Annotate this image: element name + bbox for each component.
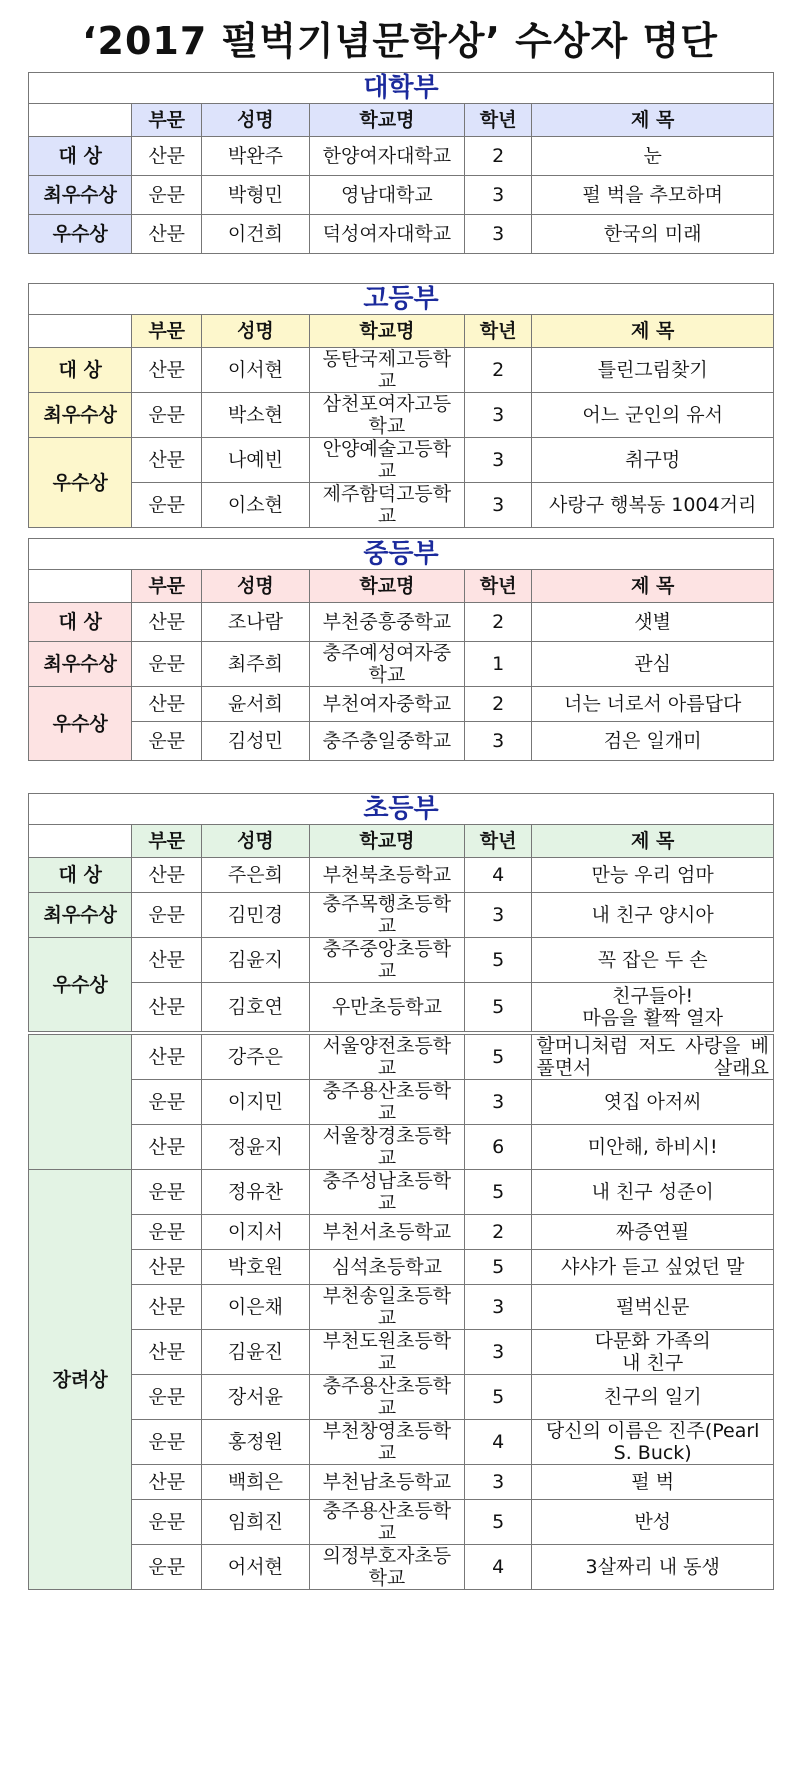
section-title: 중등부: [29, 539, 774, 570]
award-label: 대 상: [29, 858, 132, 893]
cell-school: 충주예성여자중학교: [309, 642, 464, 687]
table-row: [29, 393, 774, 438]
cell-grade: 3: [464, 1080, 531, 1125]
cell-division: 산문: [132, 687, 202, 722]
section-table: [28, 72, 774, 254]
cell-grade: 1: [464, 642, 531, 687]
table-row: [29, 858, 774, 893]
cell-title: 미안해, 하비시!: [532, 1125, 774, 1170]
header-division: 부문: [132, 570, 202, 603]
cell-title: 내 친구 성준이: [532, 1170, 774, 1215]
cell-division: 산문: [132, 983, 202, 1032]
table-row: [29, 348, 774, 393]
header-school: 학교명: [309, 825, 464, 858]
award-label: 우수상: [29, 687, 132, 761]
table-row: [29, 1035, 774, 1080]
table-row: [29, 1545, 774, 1590]
cell-division: 산문: [132, 1035, 202, 1080]
header-title: 제 목: [532, 104, 774, 137]
cell-division: 산문: [132, 1465, 202, 1500]
table-row: [29, 1500, 774, 1545]
table-row: [29, 1465, 774, 1500]
cell-school: 제주함덕고등학교: [309, 483, 464, 528]
cell-school: 서울양전초등학교: [309, 1035, 464, 1080]
section-title-row: [29, 284, 774, 315]
cell-name: 임희진: [202, 1500, 310, 1545]
cell-title: 너는 너로서 아름답다: [532, 687, 774, 722]
cell-name: 최주희: [202, 642, 310, 687]
cell-school: 충주용산초등학교: [309, 1500, 464, 1545]
cell-grade: 2: [464, 137, 531, 176]
cell-division: 산문: [132, 438, 202, 483]
award-label: 최우수상: [29, 893, 132, 938]
cell-school: 삼천포여자고등학교: [309, 393, 464, 438]
cell-name: 어서현: [202, 1545, 310, 1590]
cell-name: 장서윤: [202, 1375, 310, 1420]
header-division: 부문: [132, 315, 202, 348]
cell-division: 운문: [132, 483, 202, 528]
cell-division: 운문: [132, 1545, 202, 1590]
cell-grade: 5: [464, 1170, 531, 1215]
header-name: 성명: [202, 104, 310, 137]
header-school: 학교명: [309, 570, 464, 603]
table-row: [29, 1420, 774, 1465]
cell-division: 산문: [132, 603, 202, 642]
cell-grade: 5: [464, 1035, 531, 1080]
cell-grade: 3: [464, 393, 531, 438]
cell-name: 주은희: [202, 858, 310, 893]
cell-name: 박호원: [202, 1250, 310, 1285]
header-division: 부문: [132, 104, 202, 137]
cell-title: 펄벅신문: [532, 1285, 774, 1330]
award-label: 우수상: [29, 938, 132, 1032]
cell-grade: 3: [464, 1465, 531, 1500]
section-title: 고등부: [29, 284, 774, 315]
cell-grade: 3: [464, 722, 531, 761]
table-row: [29, 642, 774, 687]
cell-title: 다문화 가족의 내 친구: [532, 1330, 774, 1375]
cell-title: 한국의 미래: [532, 215, 774, 254]
header-school: 학교명: [309, 315, 464, 348]
cell-name: 나예빈: [202, 438, 310, 483]
cell-grade: 3: [464, 893, 531, 938]
cell-grade: 3: [464, 1285, 531, 1330]
cell-grade: 5: [464, 1375, 531, 1420]
cell-division: 운문: [132, 642, 202, 687]
header-grade: 학년: [464, 104, 531, 137]
table-row: [29, 893, 774, 938]
header-grade: 학년: [464, 825, 531, 858]
table-row: [29, 1170, 774, 1215]
cell-grade: 2: [464, 687, 531, 722]
cell-name: 박소현: [202, 393, 310, 438]
cell-school: 부천중흥중학교: [309, 603, 464, 642]
cell-name: 강주은: [202, 1035, 310, 1080]
header-grade: 학년: [464, 570, 531, 603]
cell-title: 펄 벅을 추모하며: [532, 176, 774, 215]
cell-title: 당신의 이름은 진주(Pearl S. Buck): [532, 1420, 774, 1465]
cell-grade: 4: [464, 1545, 531, 1590]
table-row: [29, 1215, 774, 1250]
table-row: [29, 1375, 774, 1420]
cell-title: 눈: [532, 137, 774, 176]
cell-grade: 3: [464, 215, 531, 254]
encouragement-table: [28, 1034, 774, 1590]
header-row: [29, 315, 774, 348]
cell-title: 친구들아! 마음을 활짝 열자: [532, 983, 774, 1032]
cell-name: 백희은: [202, 1465, 310, 1500]
cell-name: 김윤진: [202, 1330, 310, 1375]
cell-division: 산문: [132, 1125, 202, 1170]
cell-division: 산문: [132, 137, 202, 176]
section-table: [28, 538, 774, 761]
header-row: [29, 104, 774, 137]
award-label: 대 상: [29, 137, 132, 176]
cell-title: 펄 벅: [532, 1465, 774, 1500]
cell-title: 짜증연필: [532, 1215, 774, 1250]
cell-name: 정윤지: [202, 1125, 310, 1170]
cell-school: 동탄국제고등학교: [309, 348, 464, 393]
cell-title: 3살짜리 내 동생: [532, 1545, 774, 1590]
cell-name: 김윤지: [202, 938, 310, 983]
table-row: [29, 483, 774, 528]
encouragement-label-top: [29, 1035, 132, 1170]
cell-name: 김호연: [202, 983, 310, 1032]
cell-school: 충주목행초등학교: [309, 893, 464, 938]
cell-title: 샤샤가 듣고 싶었던 말: [532, 1250, 774, 1285]
cell-school: 충주중앙초등학교: [309, 938, 464, 983]
cell-division: 산문: [132, 348, 202, 393]
cell-name: 이은채: [202, 1285, 310, 1330]
table-row: [29, 176, 774, 215]
cell-name: 김성민: [202, 722, 310, 761]
header-title: 제 목: [532, 825, 774, 858]
cell-school: 우만초등학교: [309, 983, 464, 1032]
header-grade: 학년: [464, 315, 531, 348]
cell-division: 산문: [132, 1285, 202, 1330]
table-row: [29, 1285, 774, 1330]
cell-grade: 3: [464, 176, 531, 215]
cell-grade: 2: [464, 1215, 531, 1250]
cell-school: 충주용산초등학교: [309, 1080, 464, 1125]
cell-division: 산문: [132, 858, 202, 893]
cell-name: 박완주: [202, 137, 310, 176]
table-row: [29, 438, 774, 483]
cell-grade: 6: [464, 1125, 531, 1170]
cell-school: 충주성남초등학교: [309, 1170, 464, 1215]
cell-division: 운문: [132, 1420, 202, 1465]
table-row: [29, 1080, 774, 1125]
cell-title: 만능 우리 엄마: [532, 858, 774, 893]
award-label: 최우수상: [29, 393, 132, 438]
cell-division: 운문: [132, 393, 202, 438]
cell-division: 운문: [132, 1375, 202, 1420]
award-label: 최우수상: [29, 176, 132, 215]
header-division: 부문: [132, 825, 202, 858]
cell-school: 부천여자중학교: [309, 687, 464, 722]
cell-school: 부천서초등학교: [309, 1215, 464, 1250]
table-row: [29, 938, 774, 983]
cell-division: 산문: [132, 1250, 202, 1285]
award-label: 최우수상: [29, 642, 132, 687]
cell-title: 사랑구 행복동 1004거리: [532, 483, 774, 528]
cell-division: 운문: [132, 722, 202, 761]
section-table: [28, 283, 774, 528]
cell-title: 꼭 잡은 두 손: [532, 938, 774, 983]
cell-name: 이건희: [202, 215, 310, 254]
cell-grade: 2: [464, 348, 531, 393]
cell-division: 운문: [132, 1500, 202, 1545]
header-name: 성명: [202, 825, 310, 858]
cell-title: 관심: [532, 642, 774, 687]
cell-school: 부천북초등학교: [309, 858, 464, 893]
cell-division: 산문: [132, 1330, 202, 1375]
cell-school: 부천창영초등학교: [309, 1420, 464, 1465]
cell-title: 친구의 일기: [532, 1375, 774, 1420]
cell-title: 샛별: [532, 603, 774, 642]
cell-name: 박형민: [202, 176, 310, 215]
section-title-row: [29, 539, 774, 570]
cell-grade: 5: [464, 938, 531, 983]
cell-division: 산문: [132, 938, 202, 983]
cell-name: 홍정원: [202, 1420, 310, 1465]
header-name: 성명: [202, 315, 310, 348]
award-label: 우수상: [29, 215, 132, 254]
section-table: [28, 793, 774, 1032]
header-blank: [29, 315, 132, 348]
cell-division: 운문: [132, 893, 202, 938]
cell-grade: 3: [464, 1330, 531, 1375]
cell-school: 의정부호자초등학교: [309, 1545, 464, 1590]
cell-title: 어느 군인의 유서: [532, 393, 774, 438]
cell-title: 할머니처럼 저도 사랑을 베풀면서 살래요: [532, 1035, 774, 1080]
cell-school: 서울창경초등학교: [309, 1125, 464, 1170]
cell-name: 이소현: [202, 483, 310, 528]
cell-division: 운문: [132, 1215, 202, 1250]
cell-school: 부천도원초등학교: [309, 1330, 464, 1375]
cell-school: 한양여자대학교: [309, 137, 464, 176]
section-title-row: [29, 794, 774, 825]
header-row: [29, 570, 774, 603]
cell-school: 안양예술고등학교: [309, 438, 464, 483]
cell-school: 충주충일중학교: [309, 722, 464, 761]
table-row: [29, 215, 774, 254]
cell-school: 심석초등학교: [309, 1250, 464, 1285]
cell-division: 운문: [132, 1080, 202, 1125]
table-row: [29, 1125, 774, 1170]
cell-division: 운문: [132, 176, 202, 215]
cell-grade: 4: [464, 1420, 531, 1465]
cell-title: 반성: [532, 1500, 774, 1545]
cell-grade: 3: [464, 438, 531, 483]
cell-grade: 5: [464, 1250, 531, 1285]
cell-school: 충주용산초등학교: [309, 1375, 464, 1420]
cell-school: 덕성여자대학교: [309, 215, 464, 254]
cell-school: 영남대학교: [309, 176, 464, 215]
section-title: 대학부: [29, 73, 774, 104]
header-title: 제 목: [532, 315, 774, 348]
cell-grade: 3: [464, 483, 531, 528]
cell-title: 취구멍: [532, 438, 774, 483]
cell-name: 이지서: [202, 1215, 310, 1250]
header-row: [29, 825, 774, 858]
header-title: 제 목: [532, 570, 774, 603]
header-blank: [29, 825, 132, 858]
table-row: [29, 603, 774, 642]
cell-grade: 5: [464, 1500, 531, 1545]
cell-title: 틀린그림찾기: [532, 348, 774, 393]
cell-school: 부천송일초등학교: [309, 1285, 464, 1330]
table-row: [29, 137, 774, 176]
cell-division: 운문: [132, 1170, 202, 1215]
table-row: [29, 983, 774, 1032]
award-label: 우수상: [29, 438, 132, 528]
cell-name: 정유찬: [202, 1170, 310, 1215]
cell-name: 조나람: [202, 603, 310, 642]
cell-name: 이서현: [202, 348, 310, 393]
table-row: [29, 1330, 774, 1375]
award-label: 대 상: [29, 348, 132, 393]
award-label: 대 상: [29, 603, 132, 642]
cell-title: 엿집 아저씨: [532, 1080, 774, 1125]
cell-title: 검은 일개미: [532, 722, 774, 761]
table-row: [29, 1250, 774, 1285]
header-blank: [29, 570, 132, 603]
cell-title: 내 친구 양시아: [532, 893, 774, 938]
cell-name: 윤서희: [202, 687, 310, 722]
header-blank: [29, 104, 132, 137]
section-title-row: [29, 73, 774, 104]
cell-grade: 2: [464, 603, 531, 642]
cell-name: 김민경: [202, 893, 310, 938]
header-name: 성명: [202, 570, 310, 603]
section-title: 초등부: [29, 794, 774, 825]
table-row: [29, 722, 774, 761]
cell-grade: 4: [464, 858, 531, 893]
cell-school: 부천남초등학교: [309, 1465, 464, 1500]
cell-division: 산문: [132, 215, 202, 254]
award-label: 장려상: [29, 1170, 132, 1590]
header-school: 학교명: [309, 104, 464, 137]
cell-name: 이지민: [202, 1080, 310, 1125]
page-title: ‘2017 펄벅기념문학상’ 수상자 명단: [82, 19, 718, 63]
table-row: [29, 687, 774, 722]
cell-grade: 5: [464, 983, 531, 1032]
